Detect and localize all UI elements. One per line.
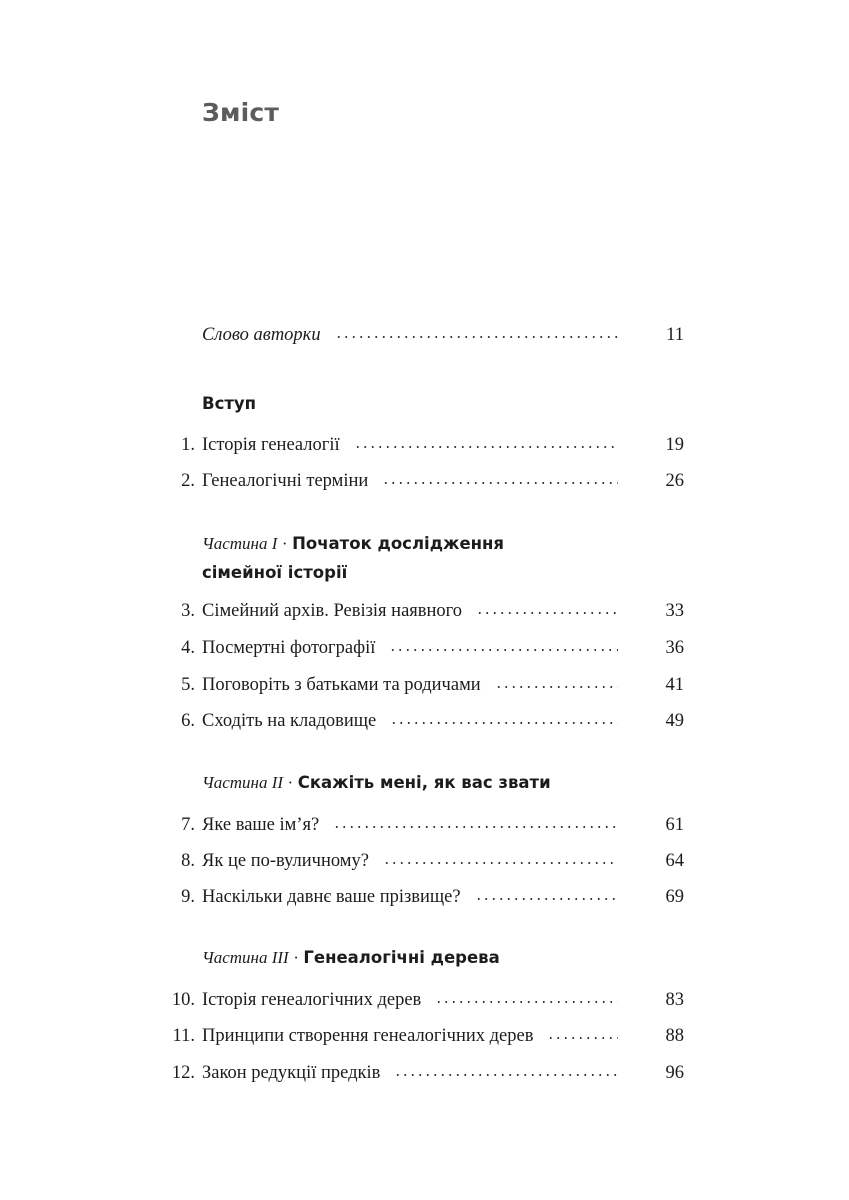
entry-number: 3.	[181, 601, 195, 621]
entry-label: Закон редукції предків	[202, 1063, 381, 1083]
toc-entry[interactable]	[150, 988, 684, 1012]
dot-leader	[390, 722, 618, 724]
toc-entry[interactable]	[150, 709, 684, 733]
dot-leader	[435, 1001, 618, 1003]
entry-number: 9.	[181, 887, 195, 907]
entry-number: 2.	[181, 471, 195, 491]
entry-page-number: 64	[665, 851, 684, 871]
entry-page-number: 36	[665, 638, 684, 658]
entry-number: 8.	[181, 851, 195, 871]
dot-leader	[382, 482, 618, 484]
entry-label: Яке ваше ім’я?	[202, 815, 320, 835]
toc-entry[interactable]	[150, 1024, 684, 1048]
entry-label: Генеалогічні терміни	[202, 471, 369, 491]
entry-number: 1.	[181, 435, 195, 455]
toc-entry[interactable]	[150, 849, 684, 873]
dot-leader	[354, 446, 618, 448]
section-title: Генеалогічні дерева	[303, 948, 500, 967]
page-title: Зміст	[202, 98, 280, 127]
entry-page-number: 11	[666, 325, 684, 345]
entry-page-number: 26	[665, 471, 684, 491]
toc-entry[interactable]	[150, 673, 684, 697]
entry-label: Сімейний архів. Ревізія наявного	[202, 601, 463, 621]
entry-number: 4.	[181, 638, 195, 658]
section-heading-part1	[202, 529, 504, 587]
toc-entry[interactable]	[150, 636, 684, 660]
dot-leader	[383, 862, 618, 864]
entry-label: Як це по-вуличному?	[202, 851, 369, 871]
section-heading-intro	[202, 389, 256, 418]
toc-entry[interactable]	[150, 599, 684, 623]
dot-leader	[495, 686, 618, 688]
entry-page-number: 41	[665, 675, 684, 695]
entry-label: Посмертні фотографії	[202, 638, 376, 658]
entry-number: 6.	[181, 711, 195, 731]
part-separator: ·	[287, 773, 294, 792]
entry-number: 12.	[171, 1063, 195, 1083]
section-title: Початок дослідження	[292, 534, 505, 553]
dot-leader	[547, 1037, 618, 1039]
entry-number: 5.	[181, 675, 195, 695]
section-heading-part3	[202, 943, 500, 972]
section-heading-part2	[202, 768, 551, 797]
toc-entry[interactable]	[150, 1061, 684, 1085]
section-title: Скажіть мені, як вас звати	[297, 773, 551, 792]
dot-leader	[333, 826, 618, 828]
dot-leader	[475, 898, 618, 900]
entry-label: Історія генеалогії	[202, 435, 340, 455]
dot-leader	[335, 336, 618, 338]
entry-number: 11.	[172, 1026, 195, 1046]
entry-page-number: 69	[665, 887, 684, 907]
toc-entry[interactable]	[150, 813, 684, 837]
entry-label: Принципи створення генеалогічних дерев	[202, 1026, 534, 1046]
entry-label: Поговоріть з батьками та родичами	[202, 675, 481, 695]
part-label: Частина I	[202, 534, 278, 553]
entry-page-number: 33	[665, 601, 684, 621]
toc-entry[interactable]	[150, 433, 684, 457]
part-label: Частина II	[202, 773, 284, 792]
entry-page-number: 96	[665, 1063, 684, 1083]
entry-number: 10.	[171, 990, 195, 1010]
part-separator: ·	[281, 534, 288, 553]
dot-leader	[476, 612, 618, 614]
entry-number: 7.	[181, 815, 195, 835]
entry-label: Сходіть на кладовище	[202, 711, 377, 731]
dot-leader	[394, 1074, 618, 1076]
entry-page-number: 49	[665, 711, 684, 731]
entry-label: Історія генеалогічних дерев	[202, 990, 422, 1010]
entry-label: Слово авторки	[202, 325, 321, 345]
toc-entry-preface[interactable]	[150, 323, 684, 347]
entry-page-number: 83	[665, 990, 684, 1010]
section-title: Вступ	[202, 394, 257, 413]
entry-page-number: 61	[665, 815, 684, 835]
dot-leader	[389, 649, 618, 651]
toc-entry[interactable]	[150, 885, 684, 909]
entry-page-number: 88	[665, 1026, 684, 1046]
entry-page-number: 19	[665, 435, 684, 455]
section-title-continued: сімейної історії	[202, 563, 348, 582]
toc-entry[interactable]	[150, 469, 684, 493]
part-label: Частина III	[202, 948, 289, 967]
part-separator: ·	[293, 948, 299, 967]
entry-label: Наскільки давнє ваше прізвище?	[202, 887, 461, 907]
